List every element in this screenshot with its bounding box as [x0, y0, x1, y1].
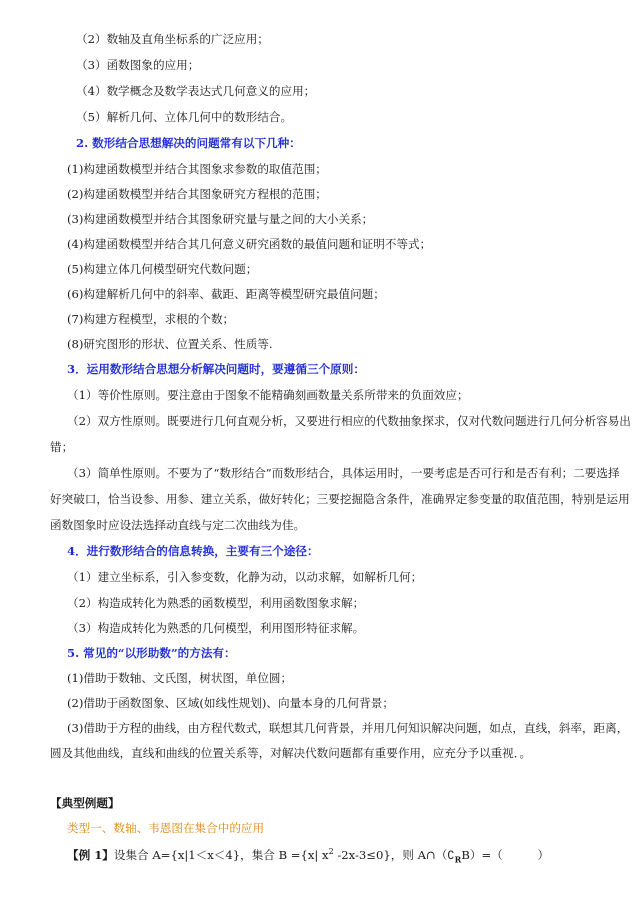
paragraph-continuation: 好突破口，恰当设参、用参、建立关系，做好转化；三要挖掘隐含条件，准确界定参变量的取值范围，特别是运用 — [50, 492, 630, 506]
exponent: 2 — [328, 847, 334, 857]
list-item: (3)借助于方程的曲线，由方程代数式，联想其几何背景，并用几何知识解决问题，如点，直线，斜率，距离， — [67, 721, 629, 735]
list-item: (7)构建方程模型，求根的个数； — [67, 312, 235, 326]
list-item: （2）构造成转化为熟悉的函数模型，利用函数图象求解； — [67, 596, 365, 610]
list-item: （2）双方性原则。既要进行几何直观分析，又要进行相应的代数抽象探求，仅对代数问题进行几何分析容易出 — [67, 414, 631, 428]
subscript: R — [454, 854, 462, 865]
list-item: (8)研究图形的形状、位置关系、性质等. — [67, 337, 273, 351]
section-heading-5: 5. 常见的“以形助数”的方法有： — [67, 646, 236, 660]
list-item: （3）简单性原则。不要为了“数形结合”而数形结合，具体运用时，一要考虑是否可行和是否有利；二要选择 — [67, 466, 620, 480]
list-item: (3)构建函数模型并结合其图象研究量与量之间的大小关系； — [67, 212, 374, 226]
list-item: (5)构建立体几何模型研究代数问题； — [67, 262, 258, 276]
list-item: (1)借助于数轴、文氏图，树状图，单位圆； — [67, 671, 293, 685]
example-text-part: -2x-3≤0}，则 A∩（∁ — [333, 848, 455, 862]
example-text-part: 设集合 A={x|1＜x＜4}，集合 B ={x| x — [113, 848, 329, 862]
list-item: （3）函数图象的应用； — [76, 58, 200, 72]
list-item: （3）构造成转化为熟悉的几何模型，利用图形特征求解。 — [67, 621, 365, 635]
list-item: (2)构建函数模型并结合其图象研究方程根的范围； — [67, 187, 327, 201]
paragraph-continuation: 函数图象时应设法选择动直线与定二次曲线为佳。 — [50, 518, 306, 532]
list-item: (4)构建函数模型并结合其几何意义研究函数的最值问题和证明不等式； — [67, 237, 432, 251]
example-question — [67, 847, 550, 865]
list-item: （2）数轴及直角坐标系的广泛应用； — [76, 32, 269, 46]
list-item: （5）解析几何、立体几何中的数形结合。 — [76, 110, 293, 124]
section-heading-2: 2. 数形结合思想解决的问题常有以下几种： — [76, 136, 301, 150]
list-item: (6)构建解析几何中的斜率、截距、距离等模型研究最值问题； — [67, 287, 385, 301]
paragraph-continuation: 圆及其他曲线，直线和曲线的位置关系等，对解决代数问题都有重要作用，应充分予以重视．。 — [50, 746, 532, 760]
list-item: (2)借助于函数图象、区域(如线性规划)、向量本身的几何背景； — [67, 696, 394, 710]
list-item: （4）数学概念及数学表达式几何意义的应用； — [76, 84, 316, 98]
example-label: 【例 1】 — [67, 848, 114, 862]
section-heading-3: 3．运用数形结合思想分析解决问题时，要遵循三个原则： — [67, 362, 365, 376]
list-item: （1）建立坐标系，引入参变数，化静为动，以动求解，如解析几何； — [67, 570, 423, 584]
section-title: 【典型例题】 — [50, 796, 120, 810]
paragraph-continuation: 错； — [50, 440, 74, 454]
list-item: (1)构建函数模型并结合其图象求参数的取值范围； — [67, 162, 327, 176]
list-item: （1）等价性原则。要注意由于图象不能精确刻画数量关系所带来的负面效应； — [67, 388, 469, 402]
example-text-part: B）=（ ） — [461, 848, 550, 862]
type-heading: 类型一、数轴、韦恩图在集合中的应用 — [67, 821, 265, 835]
section-heading-4: 4．进行数形结合的信息转换，主要有三个途径： — [67, 544, 319, 558]
